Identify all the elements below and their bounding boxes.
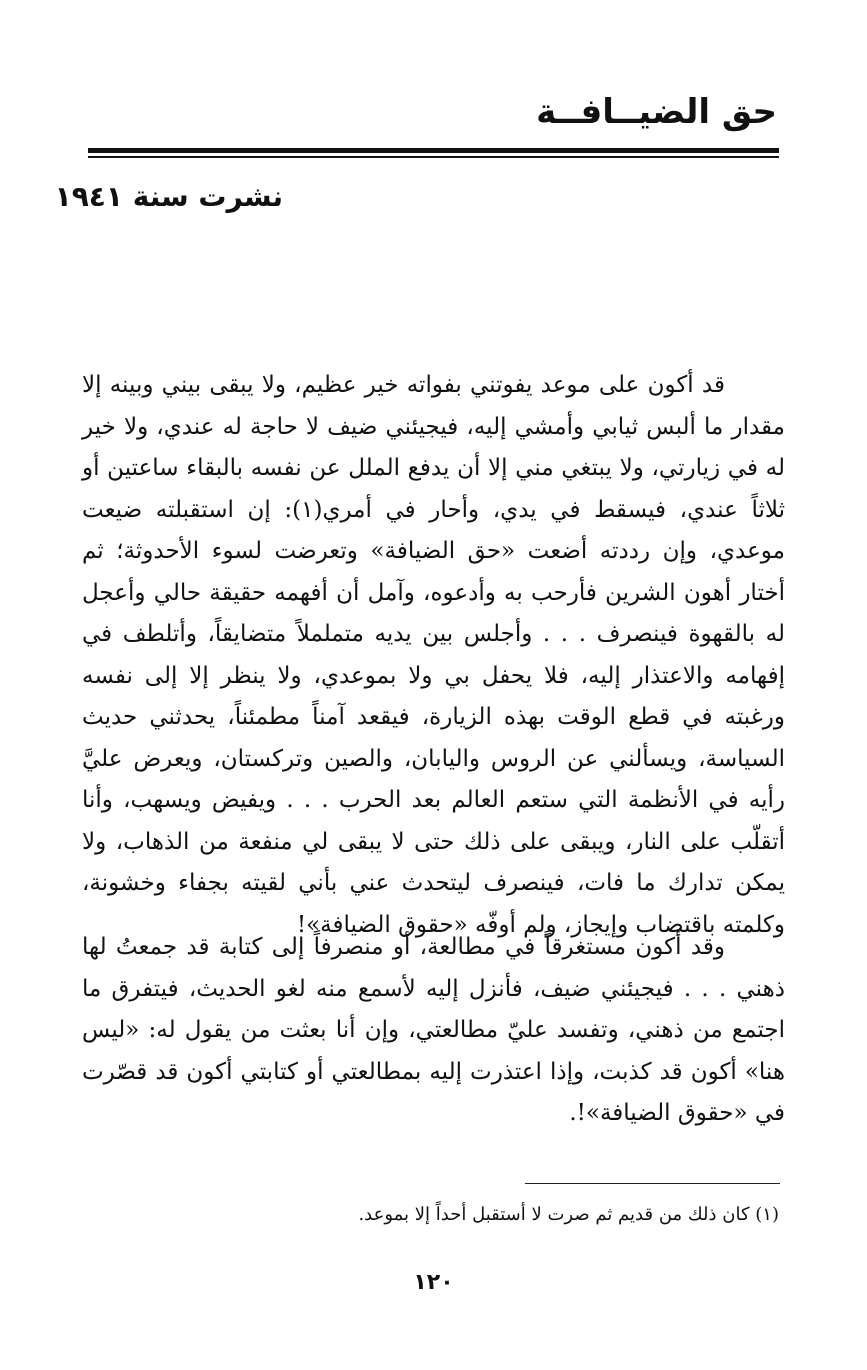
paragraph-2 xyxy=(82,927,785,1135)
page-number: ١٢٠ xyxy=(413,1270,454,1295)
footnote-separator xyxy=(525,1183,780,1184)
paragraph-1 xyxy=(82,365,785,946)
paragraph-1-text: قد أكون على موعد يفوتني بفواته خير عظيم، ولا يبقى بيني وبينه إلا مقدار ما ألبس ثيابي وأمشي إليه، فيجيئني ضيف لا حاجة له عندي، ولا خير له في زيارتي، ولا يبتغي مني إلا أن يدفع الملل عن نفسه بالبقاء ساعتين أو ثلاثاً عندي، فيسقط في يدي، وأحار في أمري(١): إن استقبلته ضيعت موعدي، وإن رددته أضعت «حق الضيافة» وتعرضت لسوء الأحدوثة؛ ثم أختار أهون الشرين فأرحب به وأدعوه، وآمل أن أفهمه حقيقة حالي وأعجل له بالقهوة فينصرف . . . وأجلس بين يديه متململاً متضايقاً، وأتلطف في إفهامه والاعتذار إليه، فلا يحفل بي ولا بموعدي، ولا ينظر إلا إلى نفسه ورغبته في قطع الوقت بهذه الزيارة، فيقعد آمناً مطمئناً، يحدثني حديث السياسة، ويسألني عن الروس واليابان، والصين وتركستان، ويعرض عليَّ رأيه في الأنظمة التي ستعم العالم بعد الحرب . . . ويفيض ويسهب، وأنا أتقلّب على النار، ويبقى على ذلك حتى لا يبقى لي منفعة من الذهاب، ولا يمكن تدارك ما فات، فينصرف ليتحدث عني بأني لقيته بجفاء وخشونة، وكلمته باقتضاب وإيجاز، ولم أوفّه «حقوق الضيافة»! xyxy=(82,372,785,938)
publication-note: نشرت سنة ١٩٤١ xyxy=(54,180,283,213)
header-rule-thick xyxy=(88,148,779,153)
running-header-title: حق الضيــافــة xyxy=(536,92,777,132)
paragraph-2-text: وقد أكون مستغرقاً في مطالعة، أو منصرفاً إلى كتابة قد جمعتُ لها ذهني . . . فيجيئني ضيف، فأنزل إليه لأسمع منه لغو الحديث، فيتفرق ما اجتمع من ذهني، وتفسد عليّ مطالعتي، وإن أنا بعثت من يقول له: «ليس هنا» أكون قد كذبت، وإذا اعتذرت إليه بمطالعتي أو كتابتي أكون قد قصّرت في «حقوق الضيافة»!. xyxy=(82,934,785,1126)
footnote: (١) كان ذلك من قديم ثم صرت لا أستقبل أحداً إلا بموعد. xyxy=(358,1204,779,1225)
header-rule-thin xyxy=(88,156,779,158)
